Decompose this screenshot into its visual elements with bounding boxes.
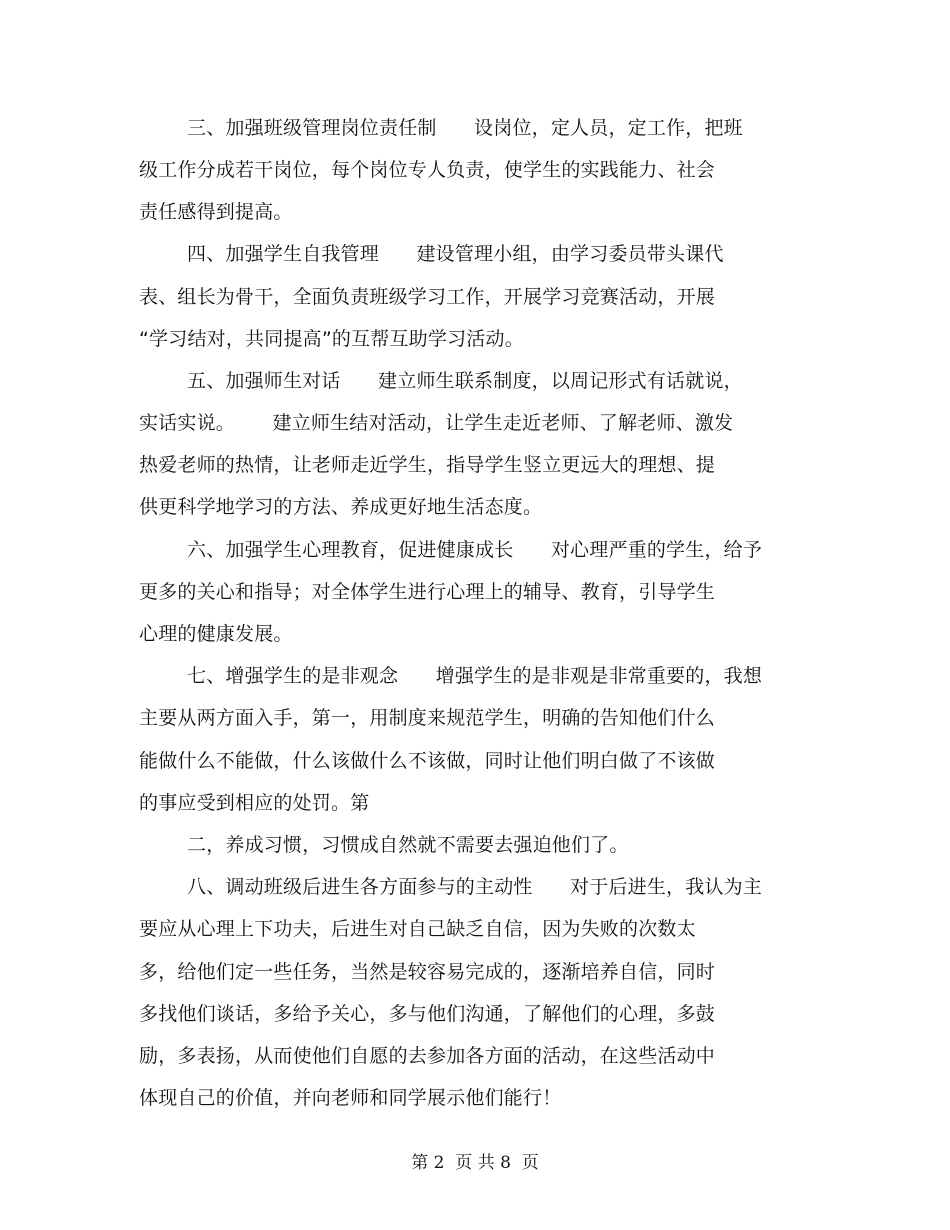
paragraph-4-line-3: “学习结对，共同提高”的互帮互助学习活动。 bbox=[139, 328, 524, 350]
paragraph-5-line-1: 五、加强师生对话 建立师生联系制度，以周记形式有话就说， bbox=[187, 370, 743, 392]
paragraph-8-line-4: 多找他们谈话，多给予关心，多与他们沟通，了解他们的心理，多鼓 bbox=[139, 1003, 716, 1025]
paragraph-3-line-2: 级工作分成若干岗位，每个岗位专人负责，使学生的实践能力、社会 bbox=[139, 159, 716, 181]
paragraph-7-line-3: 能做什么不能做，什么该做什么不该做，同时让他们明白做了不该做 bbox=[139, 750, 716, 772]
paragraph-7-line-4: 的事应受到相应的处罚。第 bbox=[139, 792, 370, 814]
paragraph-8-line-6: 体现自己的价值，并向老师和同学展示他们能行！ bbox=[139, 1087, 562, 1109]
paragraph-5-line-4: 供更科学地学习的方法、养成更好地生活态度。 bbox=[139, 496, 543, 518]
paragraph-3-line-1: 三、加强班级管理岗位责任制 设岗位，定人员，定工作，把班 bbox=[187, 117, 743, 139]
paragraph-6-line-3: 心理的健康发展。 bbox=[139, 623, 293, 645]
paragraph-5-line-2: 实话实说。 建立师生结对活动，让学生走近老师、了解老师、激发 bbox=[139, 412, 734, 434]
paragraph-4-line-2: 表、组长为骨干，全面负责班级学习工作，开展学习竞赛活动，开展 bbox=[139, 286, 716, 308]
paragraph-3-line-3: 责任感得到提高。 bbox=[139, 201, 293, 223]
paragraph-6-line-2: 更多的关心和指导；对全体学生进行心理上的辅导、教育，引导学生 bbox=[139, 581, 716, 603]
paragraph-5-line-3: 热爱老师的热情，让老师走近学生，指导学生竖立更远大的理想、提 bbox=[139, 454, 716, 476]
paragraph-7b-line-1: 二，养成习惯，习惯成自然就不需要去强迫他们了。 bbox=[187, 834, 629, 856]
paragraph-6-line-1: 六、加强学生心理教育，促进健康成长 对心理严重的学生，给予 bbox=[187, 539, 763, 561]
paragraph-8-line-5: 励，多表扬，从而使他们自愿的去参加各方面的活动，在这些活动中 bbox=[139, 1045, 716, 1067]
page-number-footer: 第 2 页 共 8 页 bbox=[411, 1153, 539, 1173]
paragraph-8-line-3: 多，给他们定一些任务，当然是较容易完成的，逐渐培养自信，同时 bbox=[139, 961, 716, 983]
paragraph-7-line-2: 主要从两方面入手，第一，用制度来规范学生，明确的告知他们什么 bbox=[139, 707, 716, 729]
paragraph-8-line-1: 八、调动班级后进生各方面参与的主动性 对于后进生，我认为主 bbox=[187, 876, 763, 898]
paragraph-7-line-1: 七、增强学生的是非观念 增强学生的是非观是非常重要的，我想 bbox=[187, 665, 763, 687]
paragraph-8-line-2: 要应从心理上下功夫，后进生对自己缺乏自信，因为失败的次数太 bbox=[139, 918, 696, 940]
paragraph-4-line-1: 四、加强学生自我管理 建设管理小组，由学习委员带头课代 bbox=[187, 243, 724, 265]
